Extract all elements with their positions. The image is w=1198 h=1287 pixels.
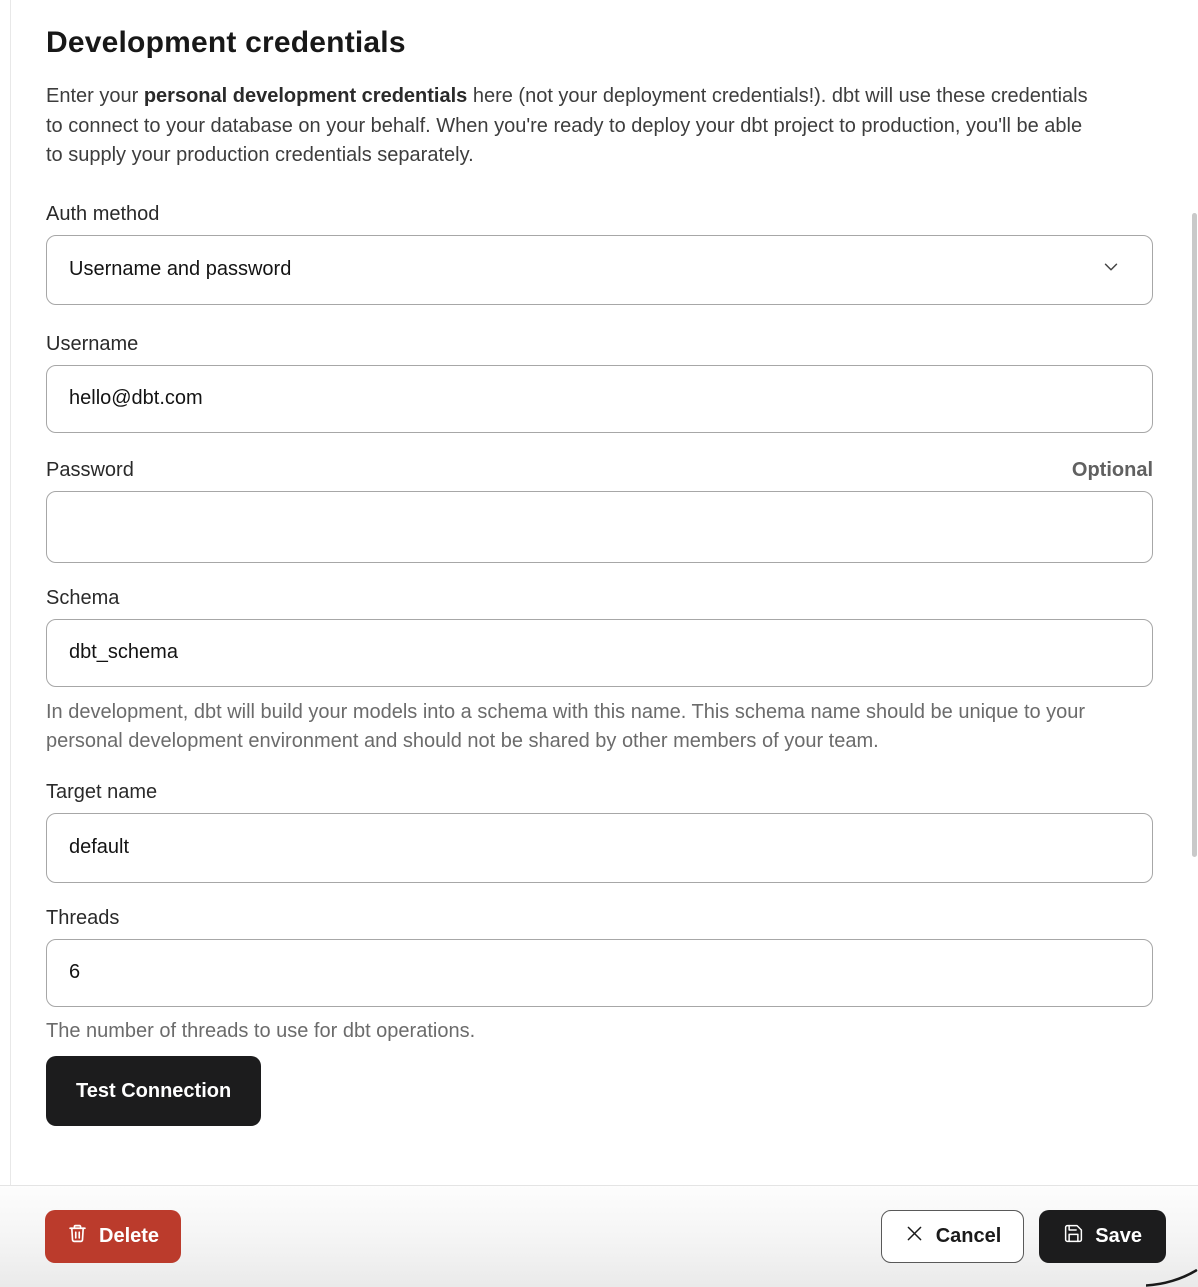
- test-connection-button[interactable]: [46, 1056, 261, 1126]
- footer-right-actions: [881, 1210, 1166, 1263]
- delete-button-label: Delete: [99, 1225, 160, 1247]
- development-credentials-panel: [10, 0, 1198, 1185]
- schema-label: Schema: [46, 586, 120, 609]
- schema-field: [46, 585, 1153, 757]
- page-title: Development credentials: [46, 26, 406, 59]
- threads-input[interactable]: [46, 939, 1153, 1007]
- auth-method-label: Auth method: [46, 202, 160, 225]
- auth-method-selected-value: Username and password: [69, 258, 292, 280]
- target-name-input[interactable]: [46, 813, 1153, 883]
- cancel-button-label: Cancel: [935, 1225, 1002, 1247]
- description-text: Enter your: [46, 85, 144, 107]
- cancel-button[interactable]: [881, 1210, 1025, 1263]
- close-icon: [904, 1223, 925, 1250]
- username-label: Username: [46, 332, 139, 355]
- password-label: Password: [46, 458, 134, 481]
- threads-field: [46, 905, 1153, 1047]
- trash-icon: [67, 1223, 88, 1250]
- auth-method-select[interactable]: [46, 235, 1153, 305]
- save-button[interactable]: [1039, 1210, 1166, 1263]
- password-input[interactable]: [46, 491, 1153, 563]
- target-name-field: [46, 779, 1153, 883]
- test-connection-label: Test Connection: [76, 1079, 232, 1102]
- username-input[interactable]: [46, 365, 1153, 433]
- target-name-label: Target name: [46, 780, 158, 803]
- threads-label: Threads: [46, 906, 120, 929]
- scrollbar-thumb[interactable]: [1192, 213, 1197, 857]
- footer-action-bar: [0, 1185, 1198, 1287]
- description-bold-text: personal development credentials: [143, 85, 468, 107]
- threads-help-text: The number of threads to use for dbt operations.: [46, 1019, 476, 1042]
- password-field: [46, 457, 1153, 563]
- page-description: [46, 82, 1091, 171]
- schema-help-text: In development, dbt will build your models into a schema with this name. This schema name should be unique to your personal development environment and should not be shared by other members of your team.: [46, 700, 1086, 752]
- delete-button[interactable]: [45, 1210, 181, 1263]
- chevron-down-icon: [1100, 256, 1122, 284]
- schema-input[interactable]: [46, 619, 1153, 687]
- username-field: [46, 331, 1153, 433]
- optional-badge: Optional: [1071, 458, 1153, 481]
- save-button-label: Save: [1095, 1225, 1142, 1247]
- floppy-disk-icon: [1063, 1223, 1084, 1250]
- description-text: here (not your deployment credentials!). dbt will use these credentials to connect to your database on your behalf. When you're ready to deploy your dbt project to production, you'll be able to supply your production credentials separately.: [46, 85, 1088, 166]
- auth-method-field: [46, 201, 1153, 305]
